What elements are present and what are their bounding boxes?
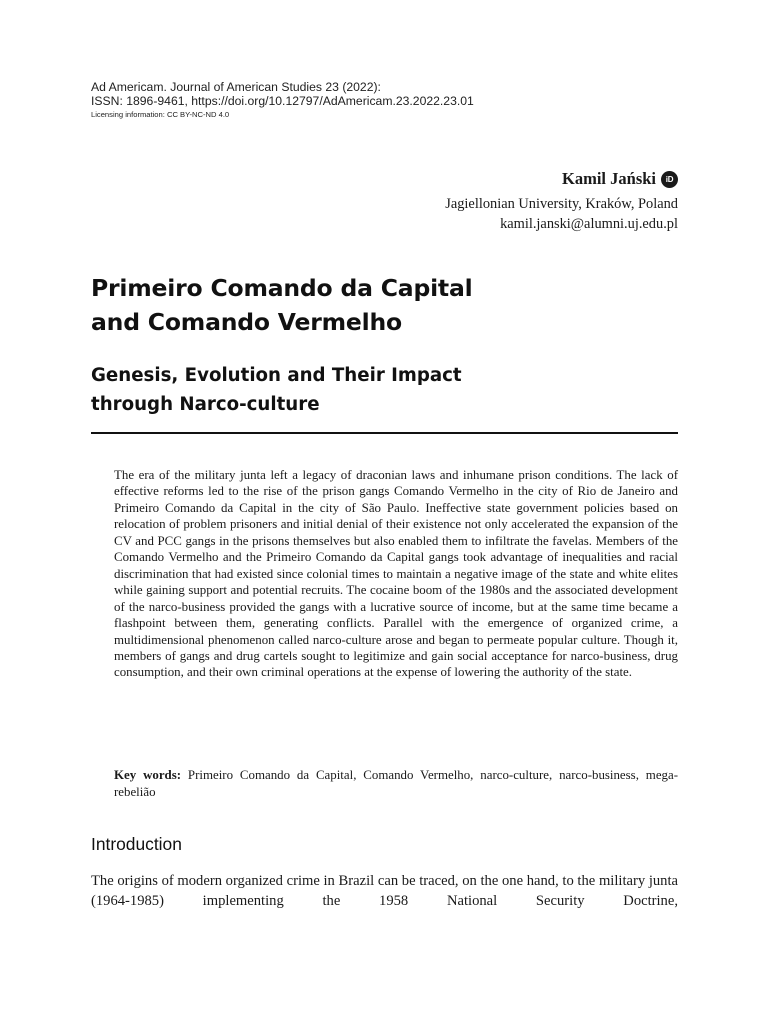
author-block xyxy=(258,168,678,234)
paper-title xyxy=(91,271,691,339)
paper-subtitle xyxy=(91,361,691,419)
author-name: Kamil Jański xyxy=(562,169,656,188)
journal-citation: Ad Americam. Journal of American Studies 23 (2022): xyxy=(91,80,381,94)
subtitle-line-1: Genesis, Evolution and Their Impact xyxy=(91,365,462,386)
subtitle-line-2: through Narco-culture xyxy=(91,394,320,415)
orcid-icon[interactable]: iD xyxy=(661,171,678,188)
keywords-label: Key words: xyxy=(114,768,182,782)
title-line-1: Primeiro Comando da Capital xyxy=(91,274,473,302)
author-email[interactable]: kamil.janski@alumni.uj.edu.pl xyxy=(500,216,678,232)
title-line-2: and Comando Vermelho xyxy=(91,308,402,336)
keywords xyxy=(114,767,678,800)
author-affiliation: Jagiellonian University, Kraków, Poland xyxy=(445,196,678,212)
section-heading-introduction: Introduction xyxy=(91,834,182,854)
keywords-text: Primeiro Comando da Capital, Comando Vermelho, narco-culture, narco-business, mega-rebelião xyxy=(114,768,678,799)
title-divider xyxy=(91,432,678,434)
license-info: Licensing information: CC BY-NC-ND 4.0 xyxy=(91,110,230,119)
abstract: The era of the military junta left a legacy of draconian laws and inhumane prison conditions. The lack of effective reforms led to the rise of the prison gangs Comando Vermelho in the city of Rio de Janeiro and Primeiro Comando da Capital in the city of São Paulo. Ineffective state government policies based on relocation of problem prisoners and initial denial of their existence not only accelerated the expansion of the CV and PCC gangs in the prisons themselves but also enabled them to infiltrate the favelas. Members of the Comando Vermelho and the Primeiro Comando da Capital gangs took advantage of inequalities and racial discrimination that had existed since colonial times to maintain a negative image of the state and white elites while gaining support and potential recruits. The cocaine boom of the 1980s and the associated development of the narco-business provided the gangs with a lucrative source of income, but at the same time became a flashpoint between them, generating conflicts. Parallel with the emergence of organized crime, a multidimensional phenomenon called narco-culture arose and began to permeate popular culture. Though it, members of gangs and drug cartels sought to legitimize and gain social acceptance for narco-business, drug consumption, and their own criminal operations at the expense of lowering the authority of the state. xyxy=(114,468,678,680)
journal-issn-doi[interactable]: ISSN: 1896-9461, https://doi.org/10.12797/AdAmericam.23.2022.23.01 xyxy=(91,94,474,108)
introduction-paragraph: The origins of modern organized crime in Brazil can be traced, on the one hand, to the military junta (1964-1985) implementing the 1958 National Security Doctrine, xyxy=(91,873,678,909)
journal-header xyxy=(91,80,691,120)
author-name-row xyxy=(258,168,678,190)
